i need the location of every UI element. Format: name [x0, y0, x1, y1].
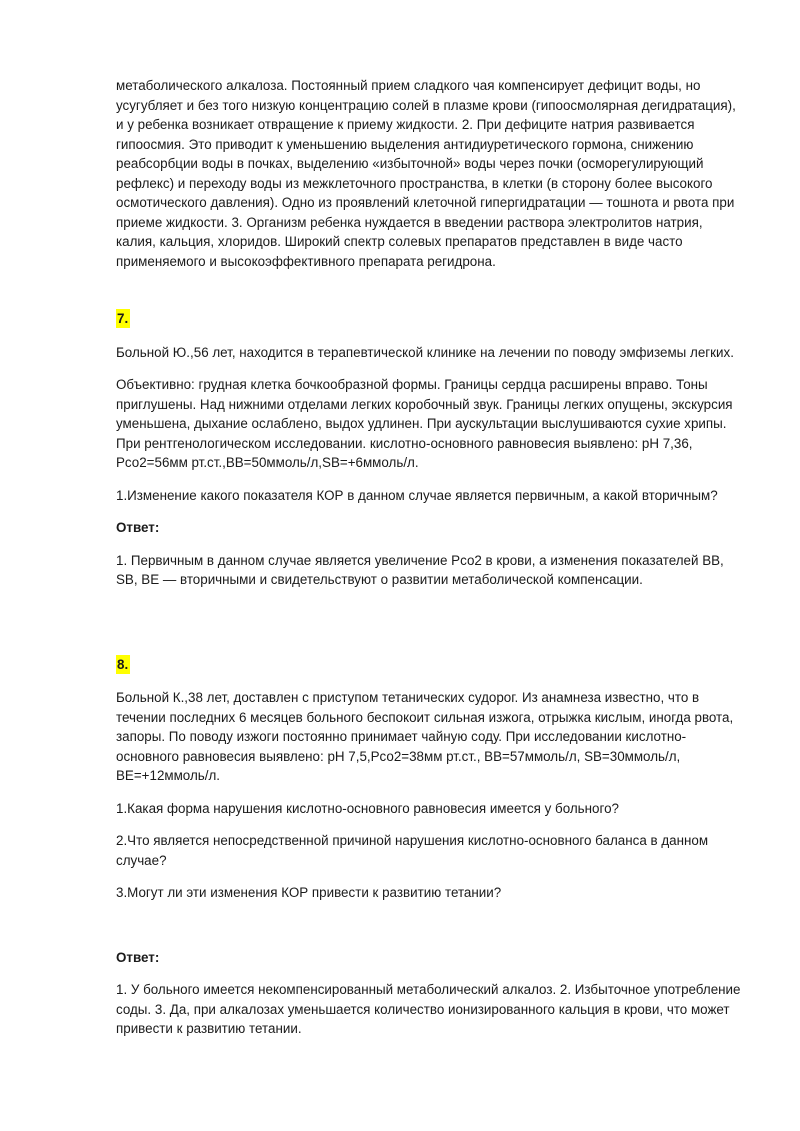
document-page [116, 76, 746, 1039]
case-7-answer-label: Ответ: [116, 520, 160, 535]
case-8-heading [116, 655, 746, 675]
case-8-answer: 1. У больного имеется некомпенсированный метаболический алкалоз. 2. Избыточное употребление соды. 3. Да, при алкалозах уменьшается количество ионизированного кальция в крови, что может привести к развитию тетании. [116, 982, 741, 1036]
case-8-question-1: 1.Какая форма нарушения кислотно-основного равновесия имеется у больного? [116, 800, 619, 816]
intro-paragraph: метаболического алкалоза. Постоянный прием сладкого чая компенсирует дефицит воды, но усугубляет и без того низкую концентрацию солей в плазме крови (гипоосмолярная дегидратация), и у ребенка возникает отвращение к приему жидкости. 2. При дефиците натрия развивается гипоосмия. Это приводит к уменьшению выделения антидиуретического гормона, снижению реабсорбции воды в почках, выделению «избыточной» воды через почки (осморегулирующий рефлекс) и переходу воды из межклеточного пространства, в клетки (в сторону более высокого осмотического давления). Одно из проявлений клеточной гипергидратации — тошнота и рвота при приеме жидкости. 3. Организм ребенка нуждается в введении раствора электролитов натрия, калия, кальция, хлоридов. Широкий спектр солевых препаратов представлен в виде часто применяемого и высокоэффективного препарата регидрона. [116, 78, 736, 269]
case-8-question-3: 3.Могут ли эти изменения КОР привести к развитию тетании? [116, 885, 502, 900]
case-8-question-2: 2.Что является непосредственной причиной нарушения кислотно-основного баланса в данном случае? [116, 833, 709, 868]
case-8-patient: Больной К.,38 лет, доставлен с приступом тетанических судорог. Из анамнеза известно, что в течении последних 6 месяцев больного беспокоит сильная изжога, отрыжка кислым, иногда рвота, запоры. По поводу изжоги постоянно принимает чайную соду. При исследовании кислотно-основного равновесия выявлено: рН 7,5,Рсо2=38мм рт.ст., ВВ=57ммоль/л, SB=30ммоль/л, BE=+12ммоль/л. [116, 690, 734, 783]
case-7-answer: 1. Первичным в данном случае является увеличение Рсо2 в крови, а изменения показателей ВВ, SB, BE — вторичными и свидетельствуют о развитии метаболической компенсации. [116, 552, 724, 587]
case-7-number: 7. [117, 311, 129, 326]
case-7-question: 1.Изменение какого показателя КОР в данном случае является первичным, а какой вторичным? [116, 487, 718, 503]
case-7-patient: Больной Ю.,56 лет, находится в терапевтической клинике на лечении по поводу эмфиземы легких. [116, 344, 734, 360]
case-7-objective: Объективно: грудная клетка бочкообразной формы. Границы сердца расширены вправо. Тоны приглушены. Над нижними отделами легких коробочный звук. Границы легких опущены, экскурсия уменьшена, дыхание ослаблено, выдох удлинен. При аускультации выслушиваются сухие хрипы. При рентгенологическом исследовании. кислотно-основного равновесия выявлено: рН 7,36, Рсо2=56мм рт.ст.,ВВ=50ммоль/л,SB=+6ммоль/л. [116, 377, 733, 470]
case-7-heading [116, 309, 746, 329]
case-8-answer-label: Ответ: [116, 949, 160, 965]
case-8-number: 8. [117, 656, 129, 672]
